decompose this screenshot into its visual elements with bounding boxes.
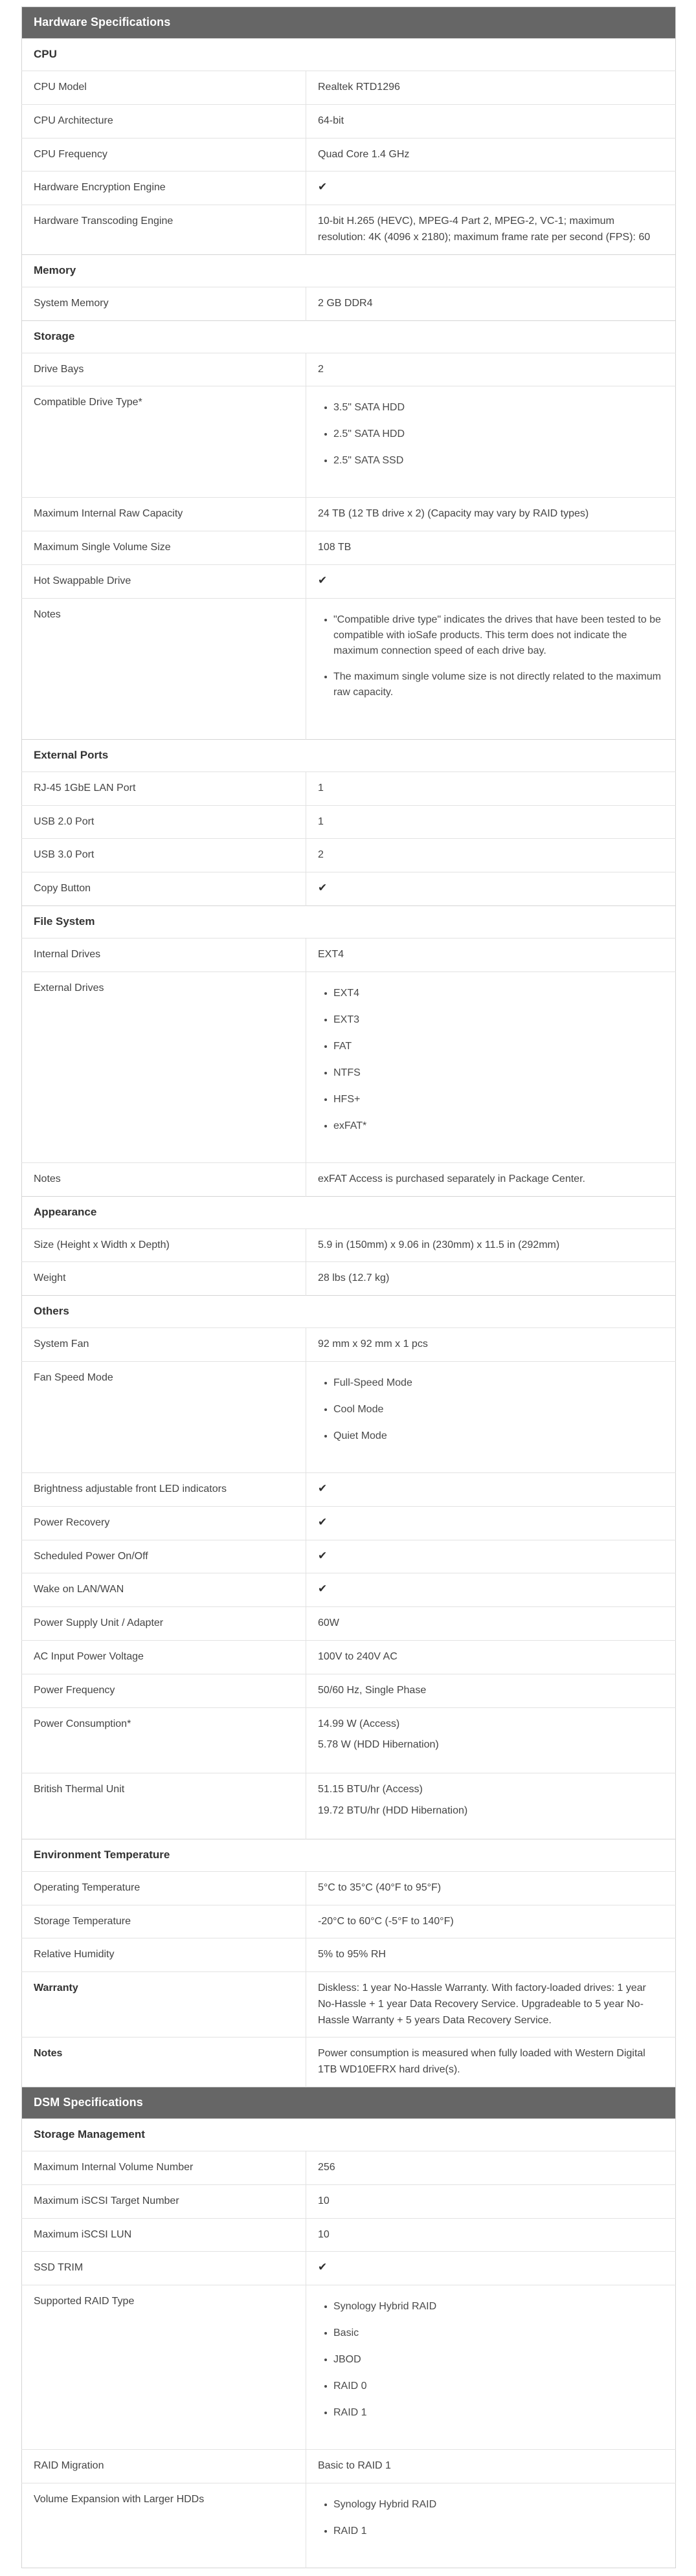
check-icon: ✔: [318, 1515, 328, 1528]
spec-row: [22, 1640, 676, 1674]
spec-row: [22, 531, 676, 565]
check-icon: ✔: [318, 882, 328, 894]
spec-label-cell: CPU Model: [22, 71, 306, 105]
spec-label-cell: Wake on LAN/WAN: [22, 1573, 306, 1607]
section-header-row: [22, 739, 676, 772]
spec-value-cell: 5.9 in (150mm) x 9.06 in (230mm) x 11.5 in (292mm): [306, 1228, 676, 1262]
list-item: Cool Mode: [333, 1402, 664, 1417]
list-item: Full-Speed Mode: [333, 1375, 664, 1391]
spec-row: [22, 972, 676, 1162]
spec-label-cell: SSD TRIM: [22, 2252, 306, 2285]
spec-label-cell: Maximum Internal Volume Number: [22, 2151, 306, 2185]
list-item: "Compatible drive type" indicates the drives that have been tested to be compatible with ioSafe products. This term does not indicate the maximum connection speed of each drive bay.: [333, 612, 664, 659]
spec-row: [22, 287, 676, 320]
list-item: exFAT*: [333, 1118, 664, 1134]
spec-value-cell: 2 GB DDR4: [306, 287, 676, 320]
spec-label-cell: CPU Architecture: [22, 104, 306, 138]
spec-label-cell: Volume Expansion with Larger HDDs: [22, 2483, 306, 2568]
spec-label-cell: Hardware Encryption Engine: [22, 172, 306, 205]
spec-row: [22, 1674, 676, 1707]
spec-label-cell: Fan Speed Mode: [22, 1361, 306, 1472]
spec-label-cell: Weight: [22, 1262, 306, 1296]
spec-value-cell: 1: [306, 772, 676, 805]
check-icon: ✔: [318, 573, 328, 586]
spec-label-cell: Power Supply Unit / Adapter: [22, 1607, 306, 1641]
spec-value-cell: [306, 1540, 676, 1573]
spec-value-list: [318, 1375, 664, 1444]
spec-label-cell: Hardware Transcoding Engine: [22, 205, 306, 255]
spec-value-cell: 24 TB (12 TB drive x 2) (Capacity may vary by RAID types): [306, 498, 676, 531]
section-header-row: [22, 1839, 676, 1871]
spec-row: [22, 2218, 676, 2252]
spec-value-cell: [306, 598, 676, 739]
list-item: Quiet Mode: [333, 1428, 664, 1444]
banner-row: [22, 2087, 676, 2119]
section-header-row: [22, 1196, 676, 1228]
spec-value-list: [318, 986, 664, 1134]
spec-label-cell: Maximum iSCSI LUN: [22, 2218, 306, 2252]
spec-value-cell: 1: [306, 805, 676, 839]
section-title: External Ports: [22, 739, 676, 772]
spec-row: [22, 2285, 676, 2450]
spec-value-list: [318, 400, 664, 469]
list-item: RAID 0: [333, 2379, 664, 2394]
spec-value-cell: 50/60 Hz, Single Phase: [306, 1674, 676, 1707]
spec-value-cell: -20°C to 60°C (-5°F to 140°F): [306, 1905, 676, 1938]
spec-value-cell: Basic to RAID 1: [306, 2450, 676, 2483]
spec-row: [22, 205, 676, 255]
spec-row: [22, 1506, 676, 1540]
spec-value-cell: 108 TB: [306, 531, 676, 565]
spec-row: [22, 1905, 676, 1938]
banner-title: Hardware Specifications: [22, 7, 676, 39]
spec-value-cell: 5% to 95% RH: [306, 1938, 676, 1972]
spec-label-cell: Storage Temperature: [22, 1905, 306, 1938]
section-title: CPU: [22, 39, 676, 71]
spec-value-cell: 256: [306, 2151, 676, 2185]
section-header-row: [22, 320, 676, 353]
spec-row: [22, 1228, 676, 1262]
check-icon: ✔: [318, 1582, 328, 1595]
section-header-row: [22, 905, 676, 938]
section-title: Appearance: [22, 1196, 676, 1228]
list-item: EXT4: [333, 986, 664, 1001]
hardware-table-body: [22, 7, 676, 2087]
list-item: Synology Hybrid RAID: [333, 2299, 664, 2315]
spec-value-cell: [306, 386, 676, 498]
spec-row: [22, 138, 676, 172]
section-title: Memory: [22, 254, 676, 287]
list-item: FAT: [333, 1039, 664, 1054]
spec-value-cell: 10-bit H.265 (HEVC), MPEG-4 Part 2, MPEG-2, VC-1; maximum resolution: 4K (4096 x 2180); maximum frame rate per second (FPS): 60: [306, 205, 676, 255]
spec-value-cell: [306, 2483, 676, 2568]
spec-label-cell: Warranty: [22, 1972, 306, 2037]
dsm-specifications-table: [21, 2087, 676, 2568]
spec-label-cell: RJ-45 1GbE LAN Port: [22, 772, 306, 805]
spec-row: [22, 1707, 676, 1773]
list-item: HFS+: [333, 1092, 664, 1107]
spec-row: [22, 1972, 676, 2037]
spec-row: [22, 2151, 676, 2185]
spec-row: [22, 938, 676, 972]
spec-value-line: 19.72 BTU/hr (HDD Hibernation): [318, 1804, 468, 1816]
spec-row: [22, 104, 676, 138]
spec-label-cell: External Drives: [22, 972, 306, 1162]
list-item: 2.5" SATA SSD: [333, 453, 664, 469]
spec-value-line: 14.99 W (Access): [318, 1718, 400, 1729]
spec-row: [22, 805, 676, 839]
spec-row: [22, 839, 676, 872]
list-item: The maximum single volume size is not directly related to the maximum raw capacity.: [333, 669, 664, 700]
spec-row: [22, 386, 676, 498]
spec-row: [22, 1938, 676, 1972]
spec-label-cell: AC Input Power Voltage: [22, 1640, 306, 1674]
specifications-page: [21, 6, 675, 2568]
spec-label-cell: Maximum iSCSI Target Number: [22, 2184, 306, 2218]
section-header-row: [22, 254, 676, 287]
spec-row: [22, 564, 676, 598]
spec-value-cell: [306, 1573, 676, 1607]
spec-label-cell: Internal Drives: [22, 938, 306, 972]
spec-label-cell: Compatible Drive Type*: [22, 386, 306, 498]
section-header-row: [22, 2119, 676, 2151]
spec-row: [22, 1262, 676, 1296]
spec-label-cell: Notes: [22, 1162, 306, 1196]
spec-value-cell: 92 mm x 92 mm x 1 pcs: [306, 1328, 676, 1362]
spec-row: [22, 1472, 676, 1506]
spec-value-cell: 2: [306, 353, 676, 386]
list-item: NTFS: [333, 1065, 664, 1081]
spec-label-cell: Power Frequency: [22, 1674, 306, 1707]
spec-row: [22, 1162, 676, 1196]
spec-value-cell: 10: [306, 2184, 676, 2218]
section-header-row: [22, 1296, 676, 1328]
spec-row: [22, 872, 676, 906]
spec-value-cell: [306, 872, 676, 906]
spec-row: [22, 172, 676, 205]
spec-row: [22, 1773, 676, 1839]
check-icon: ✔: [318, 1549, 328, 1562]
spec-label-cell: System Memory: [22, 287, 306, 320]
spec-row: [22, 71, 676, 105]
dsm-table-body: [22, 2087, 676, 2568]
spec-label-cell: Size (Height x Width x Depth): [22, 1228, 306, 1262]
spec-value-cell: [306, 1472, 676, 1506]
list-item: EXT3: [333, 1012, 664, 1028]
spec-label-cell: Hot Swappable Drive: [22, 564, 306, 598]
spec-label-cell: Power Consumption*: [22, 1707, 306, 1773]
check-icon: ✔: [318, 2261, 328, 2274]
spec-value-cell: 60W: [306, 1607, 676, 1641]
list-item: RAID 1: [333, 2524, 664, 2539]
spec-row: [22, 353, 676, 386]
spec-row: [22, 1328, 676, 1362]
spec-value-cell: Diskless: 1 year No-Hassle Warranty. With factory-loaded drives: 1 year No-Hassle + 1 year Data Recovery Service. Upgradeable to 5 year No-Hassle Warranty + 5 years Data Recovery Service.: [306, 1972, 676, 2037]
banner-row: [22, 7, 676, 39]
spec-value-cell: [306, 1707, 676, 1773]
spec-label-cell: Copy Button: [22, 872, 306, 906]
spec-label-cell: Notes: [22, 2037, 306, 2087]
spec-value-cell: Quad Core 1.4 GHz: [306, 138, 676, 172]
spec-value-cell: Realtek RTD1296: [306, 71, 676, 105]
spec-label-cell: Maximum Internal Raw Capacity: [22, 498, 306, 531]
spec-label-cell: Operating Temperature: [22, 1871, 306, 1905]
spec-value-cell: [306, 172, 676, 205]
spec-value-cell: EXT4: [306, 938, 676, 972]
spec-label-cell: Supported RAID Type: [22, 2285, 306, 2450]
spec-value-cell: 100V to 240V AC: [306, 1640, 676, 1674]
spec-row: [22, 2450, 676, 2483]
spec-row: [22, 2252, 676, 2285]
spec-label-cell: Maximum Single Volume Size: [22, 531, 306, 565]
spec-row: [22, 2483, 676, 2568]
spec-row: [22, 1540, 676, 1573]
spec-row: [22, 2184, 676, 2218]
section-header-row: [22, 39, 676, 71]
spec-label-cell: USB 3.0 Port: [22, 839, 306, 872]
spec-row: [22, 1871, 676, 1905]
spec-value-cell: [306, 1361, 676, 1472]
spec-value-cell: 28 lbs (12.7 kg): [306, 1262, 676, 1296]
spec-value-cell: 2: [306, 839, 676, 872]
spec-label-cell: CPU Frequency: [22, 138, 306, 172]
spec-value-cell: Power consumption is measured when fully loaded with Western Digital 1TB WD10EFRX hard drive(s).: [306, 2037, 676, 2087]
spec-row: [22, 772, 676, 805]
spec-value-cell: [306, 2252, 676, 2285]
spec-row: [22, 498, 676, 531]
spec-value-line: 5.78 W (HDD Hibernation): [318, 1739, 439, 1751]
list-item: 3.5" SATA HDD: [333, 400, 664, 416]
spec-value-cell: [306, 2285, 676, 2450]
spec-value-line: 51.15 BTU/hr (Access): [318, 1784, 423, 1795]
spec-value-list: [318, 612, 664, 700]
spec-label-cell: British Thermal Unit: [22, 1773, 306, 1839]
section-title: Others: [22, 1296, 676, 1328]
spec-row: [22, 2037, 676, 2087]
hardware-specifications-table: [21, 6, 676, 2087]
spec-value-cell: 10: [306, 2218, 676, 2252]
spec-label-cell: Notes: [22, 598, 306, 739]
spec-label-cell: USB 2.0 Port: [22, 805, 306, 839]
spec-label-cell: Brightness adjustable front LED indicators: [22, 1472, 306, 1506]
spec-label-cell: System Fan: [22, 1328, 306, 1362]
spec-label-cell: RAID Migration: [22, 2450, 306, 2483]
spec-label-cell: Scheduled Power On/Off: [22, 1540, 306, 1573]
spec-row: [22, 598, 676, 739]
spec-row: [22, 1573, 676, 1607]
section-title: Environment Temperature: [22, 1839, 676, 1871]
section-title: File System: [22, 905, 676, 938]
list-item: 2.5" SATA HDD: [333, 427, 664, 442]
spec-value-cell: 64-bit: [306, 104, 676, 138]
spec-row: [22, 1607, 676, 1641]
spec-value-cell: [306, 972, 676, 1162]
check-icon: ✔: [318, 1482, 328, 1494]
spec-value-cell: [306, 1773, 676, 1839]
banner-title: DSM Specifications: [22, 2087, 676, 2119]
spec-value-list: [318, 2497, 664, 2539]
spec-row: [22, 1361, 676, 1472]
check-icon: ✔: [318, 181, 328, 194]
list-item: JBOD: [333, 2352, 664, 2368]
list-item: RAID 1: [333, 2405, 664, 2421]
list-item: Synology Hybrid RAID: [333, 2497, 664, 2513]
section-title: Storage: [22, 320, 676, 353]
spec-label-cell: Relative Humidity: [22, 1938, 306, 1972]
section-title: Storage Management: [22, 2119, 676, 2151]
spec-value-cell: exFAT Access is purchased separately in Package Center.: [306, 1162, 676, 1196]
spec-label-cell: Power Recovery: [22, 1506, 306, 1540]
list-item: Basic: [333, 2326, 664, 2341]
spec-label-cell: Drive Bays: [22, 353, 306, 386]
spec-value-cell: 5°C to 35°C (40°F to 95°F): [306, 1871, 676, 1905]
spec-value-cell: [306, 1506, 676, 1540]
spec-value-cell: [306, 564, 676, 598]
spec-value-list: [318, 2299, 664, 2421]
